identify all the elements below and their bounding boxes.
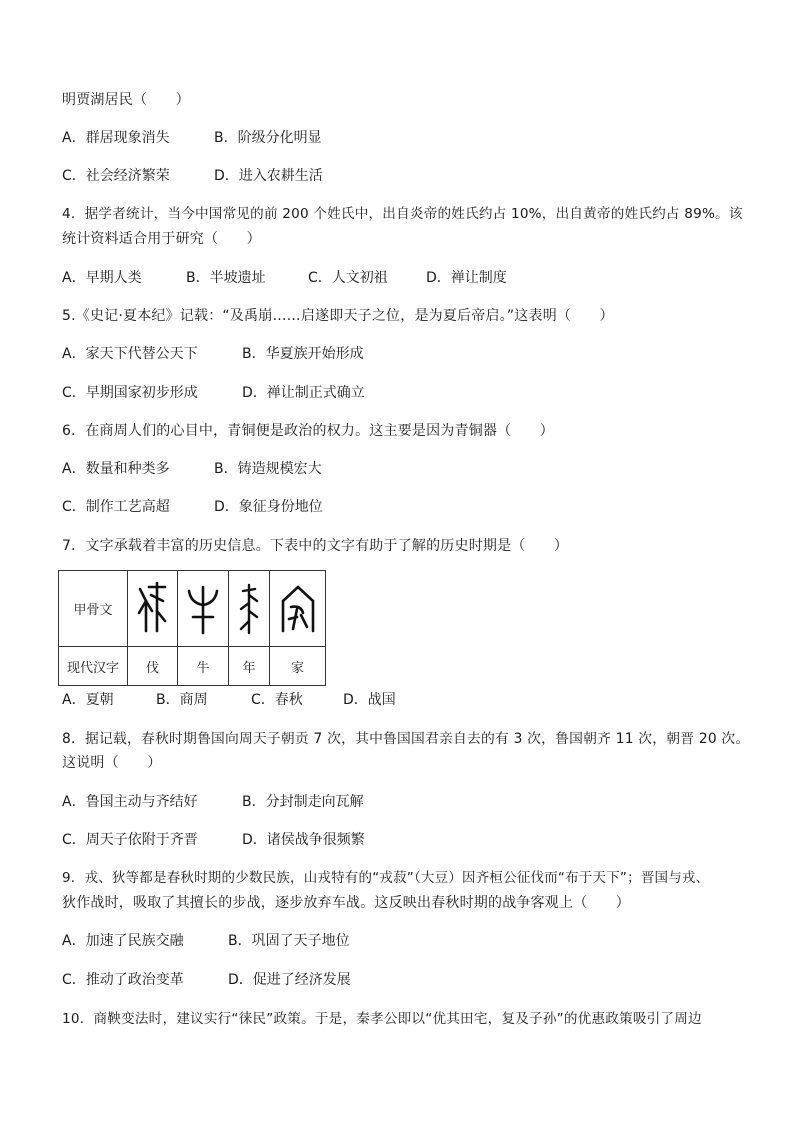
- oracle-bone-table: [58, 570, 326, 686]
- q3-stem-tail: 明贾湖居民（ ）: [62, 92, 190, 108]
- oracle-niu-cell: [178, 571, 229, 647]
- oracle-fa-icon: [135, 581, 171, 637]
- q7-option-a: A．夏朝: [62, 692, 114, 708]
- q9-stem-line1: 9．戎、狄等都是春秋时期的少数民族，山戎特有的“戎菽”（大豆）因齐桓公征伐而“布于天下”；晋国与戎、: [62, 870, 710, 886]
- q8-option-a: A．鲁国主动与齐结好: [62, 794, 198, 810]
- oracle-row-header: 甲骨文: [59, 571, 128, 647]
- q5-option-c: C．早期国家初步形成: [62, 385, 198, 401]
- oracle-fa-cell: [128, 571, 178, 647]
- q9-option-d: D．促进了经济发展: [228, 972, 351, 988]
- modern-row: [59, 647, 326, 686]
- q9-option-a: A．加速了民族交融: [62, 933, 184, 949]
- q4-option-a: A．早期人类: [62, 270, 142, 286]
- q4-option-c: C．人文初祖: [308, 270, 388, 286]
- q8-option-d: D．诸侯战争很频繁: [242, 832, 365, 848]
- oracle-nian-cell: [229, 571, 270, 647]
- modern-char-fa: 伐: [128, 647, 178, 686]
- q4-stem-line1: 4．据学者统计，当今中国常见的前 200 个姓氏中，出自炎帝的姓氏约占 10%，出自黄帝的姓氏约占 89%。该: [62, 206, 743, 222]
- oracle-niu-icon: [185, 581, 221, 637]
- q9-option-b: B．巩固了天子地位: [228, 933, 350, 949]
- oracle-jia-cell: [270, 571, 326, 647]
- q5-option-a: A．家天下代替公天下: [62, 346, 198, 362]
- q5-option-d: D．禅让制正式确立: [242, 385, 365, 401]
- q8-stem-line1: 8．据记载，春秋时期鲁国向周天子朝贡 7 次，其中鲁国国君亲自去的有 3 次，鲁国朝齐 11 次，朝晋 20 次。: [62, 731, 750, 747]
- q6-option-c: C．制作工艺高超: [62, 499, 170, 515]
- q6-stem: 6．在商周人们的心目中，青铜便是政治的权力。这主要是因为青铜器（ ）: [62, 423, 554, 439]
- q9-stem-line2: 狄作战时，吸取了其擅长的步战，逐步放弃车战。这反映出春秋时期的战争客观上（ ）: [62, 895, 630, 911]
- oracle-nian-icon: [235, 581, 263, 637]
- q8-option-c: C．周天子依附于齐晋: [62, 832, 198, 848]
- q3-option-b: B．阶级分化明显: [214, 130, 322, 146]
- q4-option-d: D．禅让制度: [426, 270, 507, 286]
- modern-row-header: 现代汉字: [59, 647, 128, 686]
- modern-char-jia: 家: [270, 647, 326, 686]
- q3-option-d: D．进入农耕生活: [214, 168, 323, 184]
- q6-option-a: A．数量和种类多: [62, 461, 170, 477]
- q8-option-b: B．分封制走向瓦解: [242, 794, 364, 810]
- q9-option-c: C．推动了政治变革: [62, 972, 184, 988]
- q8-stem-line2: 这说明（ ）: [62, 755, 162, 771]
- q4-option-b: B．半坡遗址: [186, 270, 266, 286]
- q10-stem-line1: 10．商鞅变法时，建议实行“徕民”政策。于是，秦孝公即以“优其田宅，复及子孙”的优惠政策吸引了周边: [62, 1011, 702, 1027]
- q4-stem-line2: 统计资料适合用于研究（ ）: [62, 231, 261, 247]
- q7-option-c: C．春秋: [251, 692, 303, 708]
- q6-option-b: B．铸造规模宏大: [214, 461, 322, 477]
- oracle-row: [59, 571, 326, 647]
- q3-option-c: C．社会经济繁荣: [62, 168, 170, 184]
- q7-option-b: B．商周: [156, 692, 208, 708]
- q7-option-d: D．战国: [343, 692, 396, 708]
- modern-char-nian: 年: [229, 647, 270, 686]
- q6-option-d: D．象征身份地位: [214, 499, 323, 515]
- q5-stem: 5.《史记·夏本纪》记载：“及禹崩……启遂即天子之位，是为夏后帝启。”这表明（ ）: [62, 308, 614, 324]
- modern-char-niu: 牛: [178, 647, 229, 686]
- oracle-jia-icon: [277, 581, 319, 637]
- q5-option-b: B．华夏族开始形成: [242, 346, 364, 362]
- q7-stem: 7．文字承载着丰富的历史信息。下表中的文字有助于了解的历史时期是（ ）: [62, 538, 569, 554]
- q3-option-a: A．群居现象消失: [62, 130, 170, 146]
